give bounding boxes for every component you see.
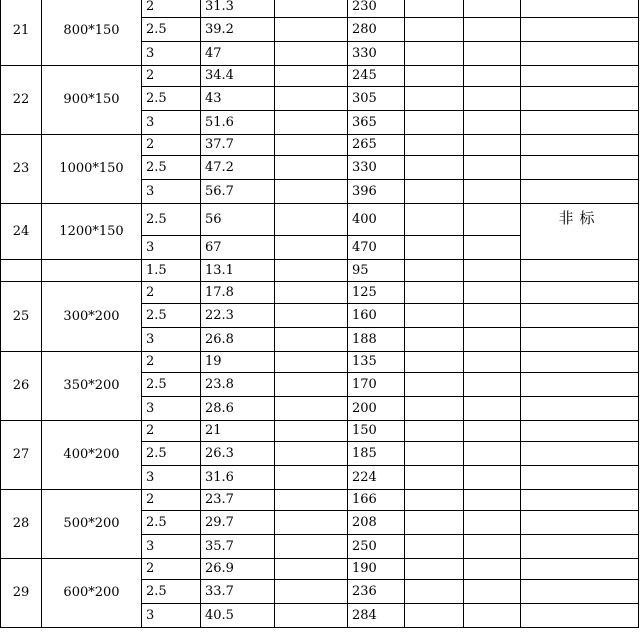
price-cell: 330 (348, 156, 405, 180)
empty-cell (521, 304, 639, 328)
row-number (1, 260, 42, 282)
thickness-cell: 3 (142, 466, 201, 490)
empty-cell (464, 511, 521, 535)
row-number: 29 (1, 559, 42, 628)
spec-size: 350*200 (42, 352, 142, 421)
empty-cell (405, 373, 464, 397)
weight-cell: 56.7 (201, 180, 275, 204)
empty-cell (521, 156, 639, 180)
price-cell: 245 (348, 66, 405, 87)
empty-cell (464, 180, 521, 204)
price-cell: 160 (348, 304, 405, 328)
empty-cell (464, 42, 521, 66)
empty-cell (275, 559, 348, 580)
price-cell: 224 (348, 466, 405, 490)
weight-cell: 67 (201, 236, 275, 260)
empty-cell (275, 466, 348, 490)
price-cell: 284 (348, 604, 405, 628)
empty-cell (464, 66, 521, 87)
price-cell: 305 (348, 87, 405, 111)
weight-cell: 40.5 (201, 604, 275, 628)
empty-cell (521, 87, 639, 111)
thickness-cell: 3 (142, 42, 201, 66)
price-cell: 250 (348, 535, 405, 559)
weight-cell: 31.6 (201, 466, 275, 490)
row-number: 24 (1, 204, 42, 260)
empty-cell (275, 397, 348, 421)
empty-cell (521, 490, 639, 511)
price-cell: 95 (348, 260, 405, 282)
thickness-cell: 3 (142, 328, 201, 352)
empty-cell (405, 511, 464, 535)
thickness-cell: 2 (142, 282, 201, 304)
weight-cell: 51.6 (201, 111, 275, 135)
price-cell: 200 (348, 397, 405, 421)
empty-cell (405, 42, 464, 66)
empty-cell (521, 18, 639, 42)
empty-cell (521, 66, 639, 87)
empty-cell (464, 156, 521, 180)
empty-cell (464, 490, 521, 511)
empty-cell (275, 87, 348, 111)
row-number: 28 (1, 490, 42, 559)
empty-cell (521, 180, 639, 204)
empty-cell (521, 42, 639, 66)
thickness-cell: 1.5 (142, 260, 201, 282)
thickness-cell: 2.5 (142, 156, 201, 180)
spec-size: 500*200 (42, 490, 142, 559)
empty-cell (275, 42, 348, 66)
empty-cell (275, 135, 348, 156)
weight-cell: 37.7 (201, 135, 275, 156)
empty-cell (464, 397, 521, 421)
empty-cell (464, 466, 521, 490)
empty-cell (405, 66, 464, 87)
empty-cell (521, 260, 639, 282)
empty-cell (405, 156, 464, 180)
thickness-cell: 2.5 (142, 204, 201, 236)
empty-cell (521, 111, 639, 135)
empty-cell (521, 0, 639, 18)
table-row (1, 352, 639, 373)
weight-cell: 17.8 (201, 282, 275, 304)
empty-cell (275, 66, 348, 87)
weight-cell: 34.4 (201, 66, 275, 87)
thickness-cell: 2 (142, 0, 201, 18)
empty-cell (275, 580, 348, 604)
empty-cell (275, 328, 348, 352)
weight-cell: 47.2 (201, 156, 275, 180)
empty-cell (275, 204, 348, 236)
note-cell: 非标 (521, 204, 639, 260)
empty-cell (464, 373, 521, 397)
weight-cell: 29.7 (201, 511, 275, 535)
weight-cell: 26.8 (201, 328, 275, 352)
weight-cell: 28.6 (201, 397, 275, 421)
empty-cell (521, 282, 639, 304)
empty-cell (275, 490, 348, 511)
weight-cell: 26.9 (201, 559, 275, 580)
empty-cell (521, 421, 639, 442)
thickness-cell: 2.5 (142, 511, 201, 535)
price-cell: 230 (348, 0, 405, 18)
empty-cell (464, 236, 521, 260)
empty-cell (464, 304, 521, 328)
empty-cell (405, 397, 464, 421)
price-cell: 135 (348, 352, 405, 373)
empty-cell (405, 466, 464, 490)
empty-cell (521, 559, 639, 580)
price-cell: 125 (348, 282, 405, 304)
thickness-cell: 2 (142, 559, 201, 580)
table-row (1, 559, 639, 580)
empty-cell (405, 236, 464, 260)
price-cell: 185 (348, 442, 405, 466)
empty-cell (275, 373, 348, 397)
empty-cell (275, 511, 348, 535)
empty-cell (405, 111, 464, 135)
empty-cell (521, 604, 639, 628)
empty-cell (521, 328, 639, 352)
thickness-cell: 3 (142, 535, 201, 559)
empty-cell (521, 535, 639, 559)
spec-size: 400*200 (42, 421, 142, 490)
empty-cell (275, 282, 348, 304)
empty-cell (464, 559, 521, 580)
row-number: 25 (1, 282, 42, 352)
empty-cell (275, 442, 348, 466)
empty-cell (405, 580, 464, 604)
empty-cell (405, 304, 464, 328)
empty-cell (521, 442, 639, 466)
thickness-cell: 2.5 (142, 442, 201, 466)
price-cell: 470 (348, 236, 405, 260)
empty-cell (405, 18, 464, 42)
empty-cell (464, 18, 521, 42)
thickness-cell: 3 (142, 236, 201, 260)
weight-cell: 56 (201, 204, 275, 236)
table-row (1, 0, 639, 18)
weight-cell: 33.7 (201, 580, 275, 604)
price-cell: 170 (348, 373, 405, 397)
empty-cell (275, 180, 348, 204)
empty-cell (405, 0, 464, 18)
empty-cell (464, 421, 521, 442)
empty-cell (464, 260, 521, 282)
table-row (1, 204, 639, 236)
empty-cell (405, 442, 464, 466)
empty-cell (521, 466, 639, 490)
empty-cell (464, 328, 521, 352)
table-row (1, 490, 639, 511)
empty-cell (464, 204, 521, 236)
spec-size: 900*150 (42, 66, 142, 135)
empty-cell (464, 352, 521, 373)
empty-cell (405, 180, 464, 204)
weight-cell: 35.7 (201, 535, 275, 559)
price-cell: 236 (348, 580, 405, 604)
empty-cell (405, 204, 464, 236)
row-number: 23 (1, 135, 42, 204)
price-cell: 166 (348, 490, 405, 511)
weight-cell: 22.3 (201, 304, 275, 328)
price-cell: 150 (348, 421, 405, 442)
weight-cell: 47 (201, 42, 275, 66)
empty-cell (405, 328, 464, 352)
empty-cell (521, 511, 639, 535)
spec-size: 600*200 (42, 559, 142, 628)
weight-cell: 39.2 (201, 18, 275, 42)
empty-cell (275, 0, 348, 18)
price-cell: 396 (348, 180, 405, 204)
empty-cell (405, 559, 464, 580)
empty-cell (464, 111, 521, 135)
empty-cell (464, 87, 521, 111)
empty-cell (521, 352, 639, 373)
empty-cell (464, 0, 521, 18)
price-cell: 208 (348, 511, 405, 535)
thickness-cell: 2 (142, 352, 201, 373)
table-row (1, 135, 639, 156)
spec-size: 1000*150 (42, 135, 142, 204)
weight-cell: 26.3 (201, 442, 275, 466)
empty-cell (405, 282, 464, 304)
empty-cell (275, 18, 348, 42)
thickness-cell: 3 (142, 604, 201, 628)
empty-cell (521, 580, 639, 604)
thickness-cell: 3 (142, 397, 201, 421)
empty-cell (464, 282, 521, 304)
empty-cell (464, 442, 521, 466)
table-row (1, 421, 639, 442)
thickness-cell: 2.5 (142, 304, 201, 328)
empty-cell (405, 135, 464, 156)
price-cell: 190 (348, 559, 405, 580)
thickness-cell: 2 (142, 490, 201, 511)
weight-cell: 43 (201, 87, 275, 111)
empty-cell (275, 236, 348, 260)
empty-cell (405, 604, 464, 628)
price-cell: 188 (348, 328, 405, 352)
thickness-cell: 2 (142, 135, 201, 156)
price-cell: 365 (348, 111, 405, 135)
table-row (1, 260, 639, 282)
row-number: 22 (1, 66, 42, 135)
empty-cell (464, 604, 521, 628)
empty-cell (275, 421, 348, 442)
thickness-cell: 2.5 (142, 373, 201, 397)
row-number: 26 (1, 352, 42, 421)
spec-size: 1200*150 (42, 204, 142, 260)
thickness-cell: 3 (142, 111, 201, 135)
spec-size: 300*200 (42, 282, 142, 352)
row-number: 21 (1, 0, 42, 66)
thickness-cell: 2.5 (142, 87, 201, 111)
price-cell: 280 (348, 18, 405, 42)
price-cell: 265 (348, 135, 405, 156)
thickness-cell: 2 (142, 421, 201, 442)
weight-cell: 23.8 (201, 373, 275, 397)
spec-size: 800*150 (42, 0, 142, 66)
empty-cell (521, 373, 639, 397)
empty-cell (275, 260, 348, 282)
thickness-cell: 3 (142, 180, 201, 204)
table-row (1, 282, 639, 304)
empty-cell (464, 135, 521, 156)
price-cell: 400 (348, 204, 405, 236)
table-row (1, 66, 639, 87)
empty-cell (275, 535, 348, 559)
empty-cell (521, 135, 639, 156)
thickness-cell: 2.5 (142, 18, 201, 42)
empty-cell (405, 535, 464, 559)
empty-cell (405, 421, 464, 442)
empty-cell (405, 352, 464, 373)
thickness-cell: 2.5 (142, 580, 201, 604)
empty-cell (275, 352, 348, 373)
thickness-cell: 2 (142, 66, 201, 87)
empty-cell (521, 397, 639, 421)
empty-cell (464, 535, 521, 559)
weight-cell: 31.3 (201, 0, 275, 18)
empty-cell (275, 156, 348, 180)
weight-cell: 13.1 (201, 260, 275, 282)
empty-cell (405, 87, 464, 111)
weight-cell: 23.7 (201, 490, 275, 511)
weight-cell: 21 (201, 421, 275, 442)
spec-size (42, 260, 142, 282)
empty-cell (464, 580, 521, 604)
weight-cell: 19 (201, 352, 275, 373)
empty-cell (275, 604, 348, 628)
empty-cell (275, 304, 348, 328)
price-cell: 330 (348, 42, 405, 66)
empty-cell (405, 490, 464, 511)
empty-cell (275, 111, 348, 135)
row-number: 27 (1, 421, 42, 490)
empty-cell (405, 260, 464, 282)
